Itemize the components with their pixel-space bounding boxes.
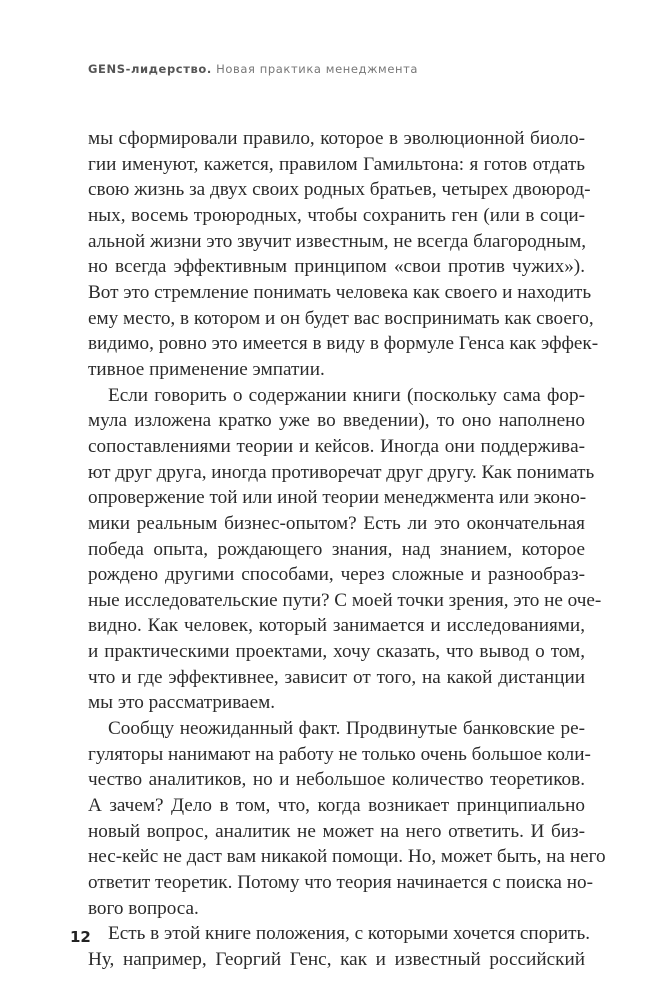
text-line: что и где эффективнее, зависит от того, на какой дистанции: [88, 666, 585, 688]
text-line: но всегда эффективным принципом «свои против чужих»).: [88, 256, 585, 278]
text-line: Сообщу неожиданный факт. Продвинутые банковские ре-: [108, 718, 585, 740]
book-subtitle: Новая практика менеджмента: [216, 62, 419, 76]
text-line: Ну, например, Георгий Генс, как и известный российский: [88, 949, 585, 970]
text-line: Есть в этой книге положения, с которыми хочется спорить.: [108, 923, 591, 945]
text-line: мы сформировали правило, которое в эволюционной биоло-: [88, 128, 585, 149]
text-line: свою жизнь за двух своих родных братьев, четырех двоюрод-: [88, 179, 591, 201]
page-number: 12: [70, 928, 91, 946]
text-line: нес-кейс не даст вам никакой помощи. Но, может быть, на него: [88, 846, 606, 868]
text-line: Если говорить о содержании книги (поскольку сама фор-: [108, 384, 585, 406]
text-line: рождено другими способами, через сложные и разнообраз-: [88, 564, 585, 586]
text-line: ответит теоретик. Потому что теория начинается с поиска но-: [88, 872, 593, 894]
paragraph: [88, 383, 602, 717]
text-line: мики реальным бизнес-опытом? Есть ли это окончательная: [88, 512, 585, 534]
text-line: гии именуют, кажется, правилом Гамильтона: я готов отдать: [88, 153, 585, 175]
text-line: победа опыта, рождающего знания, над знанием, которое: [88, 538, 585, 560]
text-line: и практическими проектами, хочу сказать, что вывод о том,: [88, 641, 585, 663]
running-header: [88, 62, 418, 76]
text-line: вого вопроса.: [88, 897, 199, 919]
text-line: опровержение той или иной теории менеджмента или эконо-: [88, 487, 587, 509]
text-line: А зачем? Дело в том, что, когда возникает принципиально: [88, 795, 585, 817]
text-line: ные исследовательские пути? С моей точки зрения, это не оче-: [88, 589, 602, 611]
text-line: гуляторы нанимают на работу не только очень большое коли-: [88, 743, 591, 765]
text-line: ему место, в котором и он будет вас воспринимать как своего,: [88, 307, 594, 329]
text-line: сопоставлениями теории и кейсов. Иногда они поддерживa-: [88, 435, 585, 457]
text-line: Вот это стремление понимать человека как своего и находить: [88, 281, 592, 303]
text-line: ных, восемь троюродных, чтобы сохранить ген (или в соци-: [88, 204, 585, 226]
paragraph: [88, 921, 591, 972]
text-line: новый вопрос, аналитик не может на него ответить. И биз-: [88, 820, 585, 842]
text-line: чество аналитиков, но и небольшое количество теоретиков.: [88, 769, 585, 791]
text-line: альной жизни это звучит известным, не всегда благородным,: [88, 230, 587, 252]
body-text: [88, 126, 606, 973]
paragraph: [88, 126, 599, 383]
text-line: видно. Как человек, который занимается и исследованиями,: [88, 615, 585, 637]
text-line: мы это рассматриваем.: [88, 692, 276, 714]
text-line: тивное применение эмпатии.: [88, 358, 325, 380]
paragraph: [88, 716, 606, 921]
text-line: мула изложена кратко уже во введении), то оно наполнено: [88, 410, 585, 432]
text-line: видимо, ровно это имеется в виду в формуле Генса как эффек-: [88, 333, 599, 355]
text-line: ют друг друга, иногда противоречат друг другу. Как понимать: [88, 461, 595, 483]
book-title: GENS-лидерство.: [88, 62, 212, 76]
